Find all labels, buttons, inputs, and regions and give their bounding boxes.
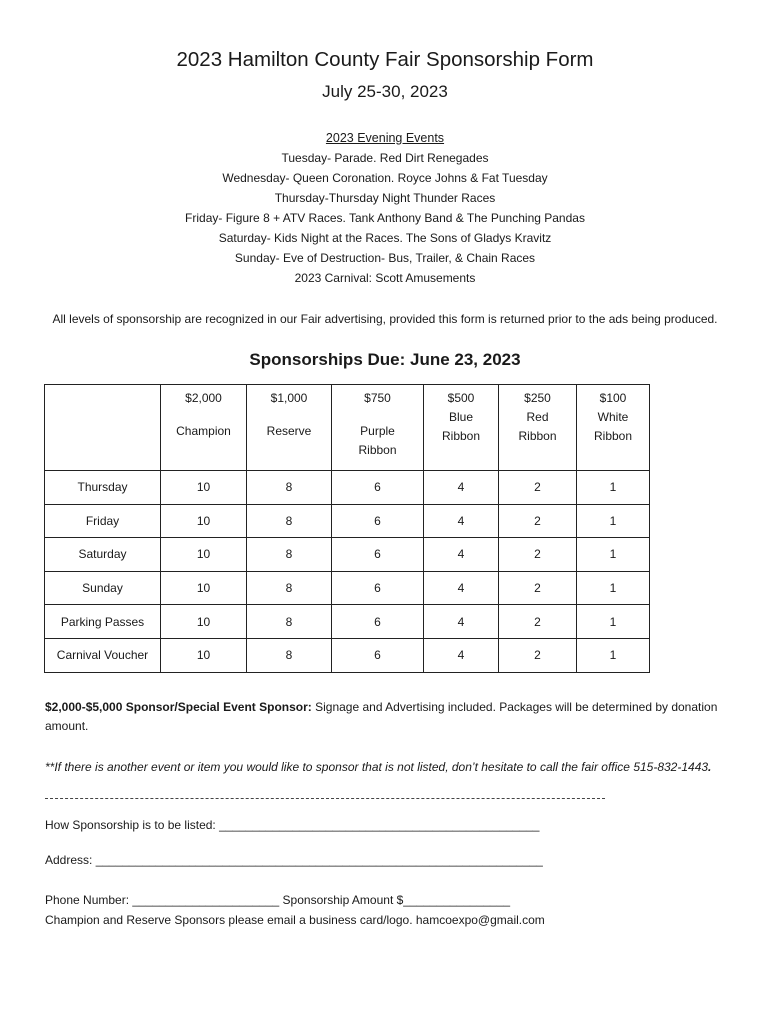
row-label: Saturday	[45, 538, 161, 572]
level-name: Champion	[176, 424, 231, 438]
table-cell: 2	[499, 571, 577, 605]
listing-name-field[interactable]: How Sponsorship is to be listed: ________________________________________________	[45, 818, 540, 832]
level-price: $2,000	[185, 391, 222, 405]
table-cell: 4	[424, 504, 499, 538]
contact-text: **If there is another event or item you would like to sponsor that is not listed, don’t hesitate to call the fair office 515-832-1443	[45, 760, 709, 774]
table-cell: 1	[577, 538, 650, 572]
table-cell: 8	[247, 571, 332, 605]
advertising-notice: All levels of sponsorship are recognized in our Fair advertising, provided this form is returned prior to the ads being produced.	[52, 312, 718, 326]
special-event-sponsor-note	[45, 698, 725, 736]
table-cell: 4	[424, 538, 499, 572]
table-row	[45, 471, 650, 505]
address-field[interactable]: Address: ___________________________________________________________________	[45, 853, 543, 867]
table-cell: 6	[332, 605, 424, 639]
event-line: Tuesday- Parade. Red Dirt Renegades	[281, 151, 489, 165]
special-sponsor-text: Signage and Advertising included. Packages will be determined by donation amount.	[45, 700, 718, 733]
level-name: White Ribbon	[593, 410, 633, 443]
table-cell: 6	[332, 571, 424, 605]
level-header	[424, 385, 499, 471]
table-cell: 6	[332, 538, 424, 572]
level-price: $1,000	[270, 391, 308, 405]
table-cell: 1	[577, 605, 650, 639]
level-price: $750	[364, 391, 391, 405]
table-cell: 4	[424, 638, 499, 672]
fair-dates: July 25-30, 2023	[322, 82, 448, 101]
event-line: Friday- Figure 8 + ATV Races. Tank Anthony Band & The Punching Pandas	[185, 211, 585, 225]
row-label: Sunday	[45, 571, 161, 605]
table-cell: 1	[577, 504, 650, 538]
table-cell: 10	[161, 471, 247, 505]
row-label: Parking Passes	[45, 605, 161, 639]
level-price: $250	[524, 391, 551, 405]
table-row	[45, 605, 650, 639]
table-cell: 10	[161, 504, 247, 538]
table-cell: 8	[247, 471, 332, 505]
event-line: Saturday- Kids Night at the Races. The Sons of Gladys Kravitz	[218, 231, 552, 245]
row-label: Thursday	[45, 471, 161, 505]
table-row	[45, 571, 650, 605]
level-price: $500	[447, 391, 475, 405]
table-cell: 6	[332, 471, 424, 505]
form-title: 2023 Hamilton County Fair Sponsorship Form	[176, 48, 594, 71]
table-cell: 8	[247, 538, 332, 572]
cut-line-divider	[45, 798, 605, 800]
level-name: Blue Ribbon	[441, 410, 481, 443]
level-name: Red Ribbon	[518, 410, 557, 443]
table-cell: 6	[332, 638, 424, 672]
table-cell: 4	[424, 605, 499, 639]
level-price: $100	[599, 391, 627, 405]
table-cell: 8	[247, 605, 332, 639]
table-header-row	[45, 385, 650, 471]
due-date-heading: Sponsorships Due: June 23, 2023	[249, 350, 521, 369]
evening-events	[0, 128, 770, 288]
email-note: Champion and Reserve Sponsors please email a business card/logo. hamcoexpo@gmail.com	[45, 913, 545, 927]
events-heading: 2023 Evening Events	[325, 131, 445, 145]
table-cell: 2	[499, 504, 577, 538]
event-line: Wednesday- Queen Coronation. Royce Johns & Fat Tuesday	[222, 171, 548, 185]
table-cell: 1	[577, 471, 650, 505]
table-cell: 8	[247, 504, 332, 538]
table-cell: 10	[161, 571, 247, 605]
contact-period: .	[708, 760, 712, 774]
table-cell: 2	[499, 605, 577, 639]
table-cell: 10	[161, 605, 247, 639]
event-line: 2023 Carnival: Scott Amusements	[294, 271, 476, 285]
table-cell: 4	[424, 571, 499, 605]
level-header	[161, 385, 247, 471]
table-cell: 2	[499, 638, 577, 672]
table-cell: 2	[499, 471, 577, 505]
table-cell: 4	[424, 471, 499, 505]
contact-note	[45, 758, 725, 777]
table-cell: 8	[247, 638, 332, 672]
table-cell: 10	[161, 538, 247, 572]
table-cell: 6	[332, 504, 424, 538]
level-header	[499, 385, 577, 471]
table-cell: 2	[499, 538, 577, 572]
level-name: Reserve	[266, 424, 312, 438]
level-name: Purple Ribbon	[358, 424, 397, 457]
header-empty-cell	[45, 385, 161, 471]
level-header	[332, 385, 424, 471]
level-header	[247, 385, 332, 471]
table-row	[45, 538, 650, 572]
special-sponsor-label: $2,000-$5,000 Sponsor/Special Event Sponsor:	[45, 700, 312, 714]
level-header	[577, 385, 650, 471]
row-label: Friday	[45, 504, 161, 538]
table-cell: 10	[161, 638, 247, 672]
table-cell: 1	[577, 571, 650, 605]
row-label: Carnival Voucher	[45, 638, 161, 672]
sponsorship-table	[44, 384, 650, 673]
event-line: Sunday- Eve of Destruction- Bus, Trailer, & Chain Races	[234, 251, 536, 265]
table-row	[45, 504, 650, 538]
event-line: Thursday-Thursday Night Thunder Races	[274, 191, 496, 205]
table-row	[45, 638, 650, 672]
table-cell: 1	[577, 638, 650, 672]
phone-amount-field[interactable]: Phone Number: ______________________ Sponsorship Amount $________________	[45, 893, 511, 907]
